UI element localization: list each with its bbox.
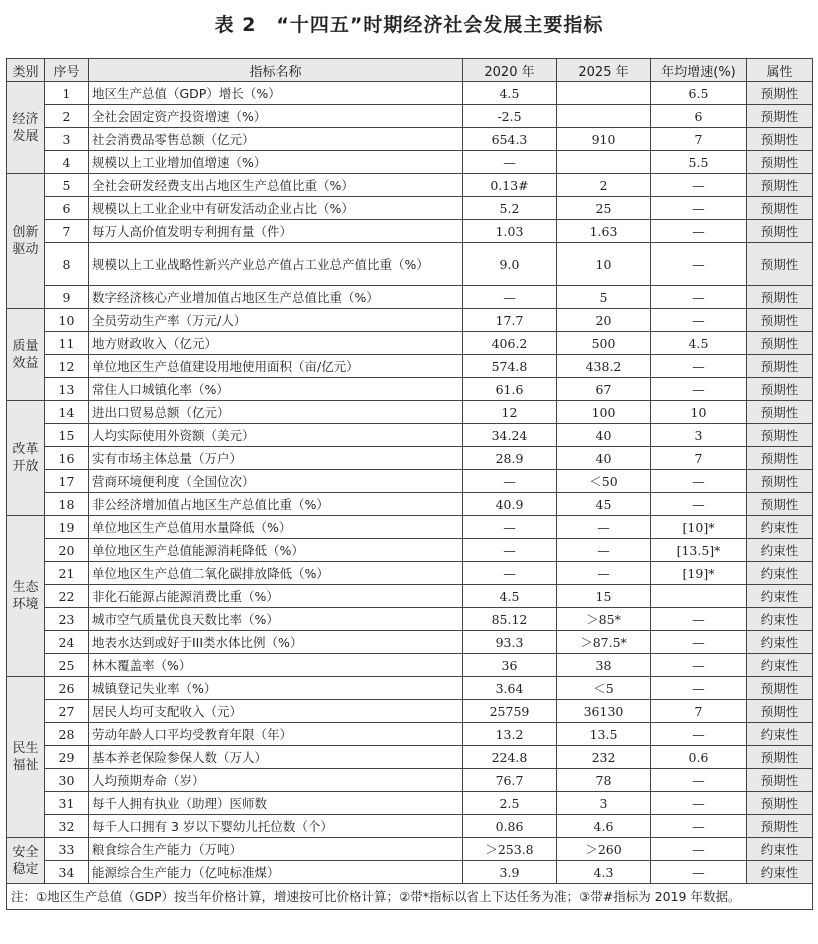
attribute-cell: 预期性 <box>747 424 813 447</box>
growth-cell: — <box>651 861 747 884</box>
value-2025-cell: 36130 <box>557 700 651 723</box>
header-name: 指标名称 <box>89 59 463 82</box>
growth-cell: — <box>651 378 747 401</box>
indicator-name-cell: 单位地区生产总值用水量降低（%） <box>89 516 463 539</box>
value-2020-cell: 40.9 <box>463 493 557 516</box>
growth-cell: — <box>651 838 747 861</box>
seq-cell: 27 <box>45 700 89 723</box>
value-2020-cell: 3.9 <box>463 861 557 884</box>
value-2020-cell: 36 <box>463 654 557 677</box>
value-2020-cell: 4.5 <box>463 82 557 105</box>
indicator-name-cell: 非化石能源占能源消费比重（%） <box>89 585 463 608</box>
table-row <box>7 220 813 243</box>
value-2025-cell: 25 <box>557 197 651 220</box>
growth-cell: 10 <box>651 401 747 424</box>
value-2020-cell: — <box>463 562 557 585</box>
value-2020-cell: — <box>463 286 557 309</box>
value-2020-cell: 12 <box>463 401 557 424</box>
indicator-name-cell: 单位地区生产总值建设用地使用面积（亩/亿元） <box>89 355 463 378</box>
indicator-name-cell: 能源综合生产能力（亿吨标准煤） <box>89 861 463 884</box>
table-row <box>7 243 813 286</box>
header-seq: 序号 <box>45 59 89 82</box>
value-2020-cell: 93.3 <box>463 631 557 654</box>
value-2020-cell: 9.0 <box>463 243 557 286</box>
growth-cell: — <box>651 792 747 815</box>
attribute-cell: 约束性 <box>747 861 813 884</box>
attribute-cell: 预期性 <box>747 174 813 197</box>
growth-cell: — <box>651 174 747 197</box>
attribute-cell: 约束性 <box>747 838 813 861</box>
indicator-name-cell: 单位地区生产总值二氧化碳排放降低（%） <box>89 562 463 585</box>
seq-cell: 6 <box>45 197 89 220</box>
seq-cell: 20 <box>45 539 89 562</box>
indicator-name-cell: 规模以上工业战略性新兴产业总产值占工业总产值比重（%） <box>89 243 463 286</box>
indicator-name-cell: 非公经济增加值占地区生产总值比重（%） <box>89 493 463 516</box>
table-row <box>7 128 813 151</box>
growth-cell: — <box>651 286 747 309</box>
growth-cell: 7 <box>651 700 747 723</box>
growth-cell: — <box>651 493 747 516</box>
table-row <box>7 82 813 105</box>
growth-cell: — <box>651 654 747 677</box>
indicator-name-cell: 粮食综合生产能力（万吨） <box>89 838 463 861</box>
seq-cell: 30 <box>45 769 89 792</box>
header-row <box>7 59 813 82</box>
value-2025-cell: ＞87.5* <box>557 631 651 654</box>
table-row <box>7 677 813 700</box>
value-2025-cell <box>557 151 651 174</box>
category-cell: 生态环境 <box>7 516 45 677</box>
growth-cell: [19]* <box>651 562 747 585</box>
growth-cell: — <box>651 723 747 746</box>
growth-cell: 7 <box>651 447 747 470</box>
attribute-cell: 预期性 <box>747 220 813 243</box>
value-2020-cell: — <box>463 151 557 174</box>
category-cell: 改革开放 <box>7 401 45 516</box>
table-row <box>7 197 813 220</box>
indicator-name-cell: 实有市场主体总量（万户） <box>89 447 463 470</box>
seq-cell: 8 <box>45 243 89 286</box>
attribute-cell: 预期性 <box>747 815 813 838</box>
attribute-cell: 预期性 <box>747 401 813 424</box>
attribute-cell: 约束性 <box>747 516 813 539</box>
value-2020-cell: 13.2 <box>463 723 557 746</box>
seq-cell: 1 <box>45 82 89 105</box>
value-2020-cell: 1.03 <box>463 220 557 243</box>
seq-cell: 29 <box>45 746 89 769</box>
table-row <box>7 470 813 493</box>
table-row <box>7 585 813 608</box>
indicator-name-cell: 城镇登记失业率（%） <box>89 677 463 700</box>
seq-cell: 18 <box>45 493 89 516</box>
growth-cell: — <box>651 608 747 631</box>
value-2025-cell: 45 <box>557 493 651 516</box>
attribute-cell: 约束性 <box>747 631 813 654</box>
attribute-cell: 约束性 <box>747 585 813 608</box>
attribute-cell: 约束性 <box>747 539 813 562</box>
seq-cell: 31 <box>45 792 89 815</box>
attribute-cell: 预期性 <box>747 470 813 493</box>
seq-cell: 2 <box>45 105 89 128</box>
indicator-name-cell: 规模以上工业增加值增速（%） <box>89 151 463 174</box>
indicator-name-cell: 基本养老保险参保人数（万人） <box>89 746 463 769</box>
value-2025-cell <box>557 105 651 128</box>
value-2025-cell: 40 <box>557 424 651 447</box>
header-category: 类别 <box>7 59 45 82</box>
attribute-cell: 预期性 <box>747 746 813 769</box>
category-cell: 安全稳定 <box>7 838 45 884</box>
value-2020-cell: — <box>463 539 557 562</box>
attribute-cell: 约束性 <box>747 608 813 631</box>
value-2025-cell: 5 <box>557 286 651 309</box>
growth-cell: 5.5 <box>651 151 747 174</box>
indicator-name-cell: 每千人拥有执业（助理）医师数 <box>89 792 463 815</box>
seq-cell: 7 <box>45 220 89 243</box>
seq-cell: 10 <box>45 309 89 332</box>
seq-cell: 23 <box>45 608 89 631</box>
growth-cell: [13.5]* <box>651 539 747 562</box>
value-2020-cell: -2.5 <box>463 105 557 128</box>
value-2025-cell: 20 <box>557 309 651 332</box>
value-2025-cell: 40 <box>557 447 651 470</box>
value-2020-cell: 76.7 <box>463 769 557 792</box>
indicator-name-cell: 劳动年龄人口平均受教育年限（年） <box>89 723 463 746</box>
growth-cell: — <box>651 220 747 243</box>
indicator-name-cell: 地表水达到或好于III类水体比例（%） <box>89 631 463 654</box>
attribute-cell: 预期性 <box>747 309 813 332</box>
table-row <box>7 539 813 562</box>
indicator-name-cell: 全社会研发经费支出占地区生产总值比重（%） <box>89 174 463 197</box>
seq-cell: 9 <box>45 286 89 309</box>
value-2025-cell: 438.2 <box>557 355 651 378</box>
attribute-cell: 预期性 <box>747 286 813 309</box>
category-cell: 质量效益 <box>7 309 45 401</box>
table-row <box>7 815 813 838</box>
value-2020-cell: 34.24 <box>463 424 557 447</box>
growth-cell: — <box>651 470 747 493</box>
value-2025-cell: 910 <box>557 128 651 151</box>
growth-cell: 0.6 <box>651 746 747 769</box>
table-row <box>7 838 813 861</box>
value-2020-cell: — <box>463 470 557 493</box>
table-row <box>7 792 813 815</box>
indicator-name-cell: 常住人口城镇化率（%） <box>89 378 463 401</box>
value-2025-cell: 1.63 <box>557 220 651 243</box>
growth-cell: — <box>651 197 747 220</box>
attribute-cell: 约束性 <box>747 562 813 585</box>
header-2020: 2020 年 <box>463 59 557 82</box>
seq-cell: 3 <box>45 128 89 151</box>
table-row <box>7 562 813 585</box>
growth-cell: — <box>651 769 747 792</box>
table-row <box>7 608 813 631</box>
value-2020-cell: 0.86 <box>463 815 557 838</box>
value-2025-cell: — <box>557 516 651 539</box>
value-2025-cell: 15 <box>557 585 651 608</box>
table-row <box>7 105 813 128</box>
indicator-name-cell: 地区生产总值（GDP）增长（%） <box>89 82 463 105</box>
indicator-name-cell: 人均预期寿命（岁） <box>89 769 463 792</box>
value-2020-cell: 85.12 <box>463 608 557 631</box>
value-2020-cell: 3.64 <box>463 677 557 700</box>
header-2025: 2025 年 <box>557 59 651 82</box>
seq-cell: 4 <box>45 151 89 174</box>
seq-cell: 28 <box>45 723 89 746</box>
value-2025-cell: 78 <box>557 769 651 792</box>
seq-cell: 26 <box>45 677 89 700</box>
value-2025-cell: ＜50 <box>557 470 651 493</box>
seq-cell: 32 <box>45 815 89 838</box>
attribute-cell: 预期性 <box>747 128 813 151</box>
table-row <box>7 424 813 447</box>
indicator-name-cell: 全社会固定资产投资增速（%） <box>89 105 463 128</box>
indicator-name-cell: 营商环境便利度（全国位次） <box>89 470 463 493</box>
table-row <box>7 174 813 197</box>
table-row <box>7 493 813 516</box>
seq-cell: 11 <box>45 332 89 355</box>
growth-cell: — <box>651 677 747 700</box>
attribute-cell: 约束性 <box>747 654 813 677</box>
value-2025-cell <box>557 82 651 105</box>
value-2020-cell: 406.2 <box>463 332 557 355</box>
table-row <box>7 516 813 539</box>
growth-cell: — <box>651 309 747 332</box>
attribute-cell: 预期性 <box>747 82 813 105</box>
attribute-cell: 预期性 <box>747 677 813 700</box>
growth-cell: 4.5 <box>651 332 747 355</box>
value-2025-cell: — <box>557 562 651 585</box>
seq-cell: 14 <box>45 401 89 424</box>
attribute-cell: 预期性 <box>747 792 813 815</box>
indicator-name-cell: 居民人均可支配收入（元） <box>89 700 463 723</box>
value-2020-cell: 61.6 <box>463 378 557 401</box>
category-cell: 民生福祉 <box>7 677 45 838</box>
value-2025-cell: ＞260 <box>557 838 651 861</box>
table-body <box>7 82 813 884</box>
table-row <box>7 700 813 723</box>
value-2025-cell: 3 <box>557 792 651 815</box>
table-row <box>7 355 813 378</box>
indicator-name-cell: 规模以上工业企业中有研发活动企业占比（%） <box>89 197 463 220</box>
table-row <box>7 151 813 174</box>
indicator-name-cell: 人均实际使用外资额（美元） <box>89 424 463 447</box>
indicator-name-cell: 城市空气质量优良天数比率（%） <box>89 608 463 631</box>
growth-cell: — <box>651 355 747 378</box>
seq-cell: 12 <box>45 355 89 378</box>
value-2020-cell: 5.2 <box>463 197 557 220</box>
seq-cell: 19 <box>45 516 89 539</box>
header-growth: 年均增速(%) <box>651 59 747 82</box>
value-2025-cell: — <box>557 539 651 562</box>
attribute-cell: 预期性 <box>747 493 813 516</box>
table-row <box>7 723 813 746</box>
attribute-cell: 预期性 <box>747 151 813 174</box>
indicator-name-cell: 数字经济核心产业增加值占地区生产总值比重（%） <box>89 286 463 309</box>
table-row <box>7 654 813 677</box>
seq-cell: 33 <box>45 838 89 861</box>
growth-cell: — <box>651 631 747 654</box>
growth-cell: 7 <box>651 128 747 151</box>
value-2025-cell: 4.6 <box>557 815 651 838</box>
seq-cell: 34 <box>45 861 89 884</box>
attribute-cell: 预期性 <box>747 105 813 128</box>
value-2020-cell: 224.8 <box>463 746 557 769</box>
seq-cell: 13 <box>45 378 89 401</box>
indicator-name-cell: 社会消费品零售总额（亿元） <box>89 128 463 151</box>
table-row <box>7 378 813 401</box>
table-row <box>7 631 813 654</box>
indicator-name-cell: 每万人高价值发明专利拥有量（件） <box>89 220 463 243</box>
attribute-cell: 预期性 <box>747 355 813 378</box>
value-2025-cell: ＞85* <box>557 608 651 631</box>
indicator-name-cell: 进出口贸易总额（亿元） <box>89 401 463 424</box>
table-row <box>7 401 813 424</box>
growth-cell <box>651 585 747 608</box>
value-2020-cell: 2.5 <box>463 792 557 815</box>
value-2025-cell: 232 <box>557 746 651 769</box>
value-2020-cell: 4.5 <box>463 585 557 608</box>
category-cell: 创新驱动 <box>7 174 45 309</box>
attribute-cell: 预期性 <box>747 769 813 792</box>
attribute-cell: 预期性 <box>747 332 813 355</box>
attribute-cell: 预期性 <box>747 243 813 286</box>
note-row <box>7 884 813 910</box>
seq-cell: 21 <box>45 562 89 585</box>
attribute-cell: 预期性 <box>747 447 813 470</box>
seq-cell: 15 <box>45 424 89 447</box>
table-note: 注：①地区生产总值（GDP）按当年价格计算，增速按可比价格计算；②带*指标以省上下达任务为准；③带#指标为 2019 年数据。 <box>7 884 813 910</box>
value-2020-cell: 28.9 <box>463 447 557 470</box>
indicators-table <box>6 58 813 910</box>
table-row <box>7 447 813 470</box>
value-2025-cell: 4.3 <box>557 861 651 884</box>
value-2020-cell: — <box>463 516 557 539</box>
seq-cell: 22 <box>45 585 89 608</box>
table-row <box>7 861 813 884</box>
value-2025-cell: 100 <box>557 401 651 424</box>
value-2025-cell: 38 <box>557 654 651 677</box>
value-2025-cell: 13.5 <box>557 723 651 746</box>
indicator-name-cell: 每千人口拥有 3 岁以下婴幼儿托位数（个） <box>89 815 463 838</box>
value-2025-cell: 67 <box>557 378 651 401</box>
indicator-name-cell: 单位地区生产总值能源消耗降低（%） <box>89 539 463 562</box>
table-title: 表 2 “十四五”时期经济社会发展主要指标 <box>214 14 604 36</box>
value-2020-cell: 654.3 <box>463 128 557 151</box>
table-row <box>7 332 813 355</box>
attribute-cell: 预期性 <box>747 378 813 401</box>
value-2020-cell: ＞253.8 <box>463 838 557 861</box>
seq-cell: 24 <box>45 631 89 654</box>
seq-cell: 25 <box>45 654 89 677</box>
indicator-name-cell: 全员劳动生产率（万元/人） <box>89 309 463 332</box>
value-2020-cell: 0.13# <box>463 174 557 197</box>
table-row <box>7 769 813 792</box>
growth-cell: [10]* <box>651 516 747 539</box>
seq-cell: 17 <box>45 470 89 493</box>
value-2020-cell: 17.7 <box>463 309 557 332</box>
table-row <box>7 309 813 332</box>
growth-cell: — <box>651 243 747 286</box>
attribute-cell: 预期性 <box>747 197 813 220</box>
value-2020-cell: 574.8 <box>463 355 557 378</box>
table-row <box>7 746 813 769</box>
seq-cell: 16 <box>45 447 89 470</box>
indicator-name-cell: 地方财政收入（亿元） <box>89 332 463 355</box>
growth-cell: 3 <box>651 424 747 447</box>
growth-cell: 6 <box>651 105 747 128</box>
seq-cell: 5 <box>45 174 89 197</box>
value-2025-cell: 10 <box>557 243 651 286</box>
value-2025-cell: 2 <box>557 174 651 197</box>
attribute-cell: 约束性 <box>747 723 813 746</box>
attribute-cell: 预期性 <box>747 700 813 723</box>
growth-cell: — <box>651 815 747 838</box>
table-row <box>7 286 813 309</box>
indicator-name-cell: 林木覆盖率（%） <box>89 654 463 677</box>
value-2020-cell: 25759 <box>463 700 557 723</box>
growth-cell: 6.5 <box>651 82 747 105</box>
category-cell: 经济发展 <box>7 82 45 174</box>
header-attr: 属性 <box>747 59 813 82</box>
value-2025-cell: ＜5 <box>557 677 651 700</box>
value-2025-cell: 500 <box>557 332 651 355</box>
